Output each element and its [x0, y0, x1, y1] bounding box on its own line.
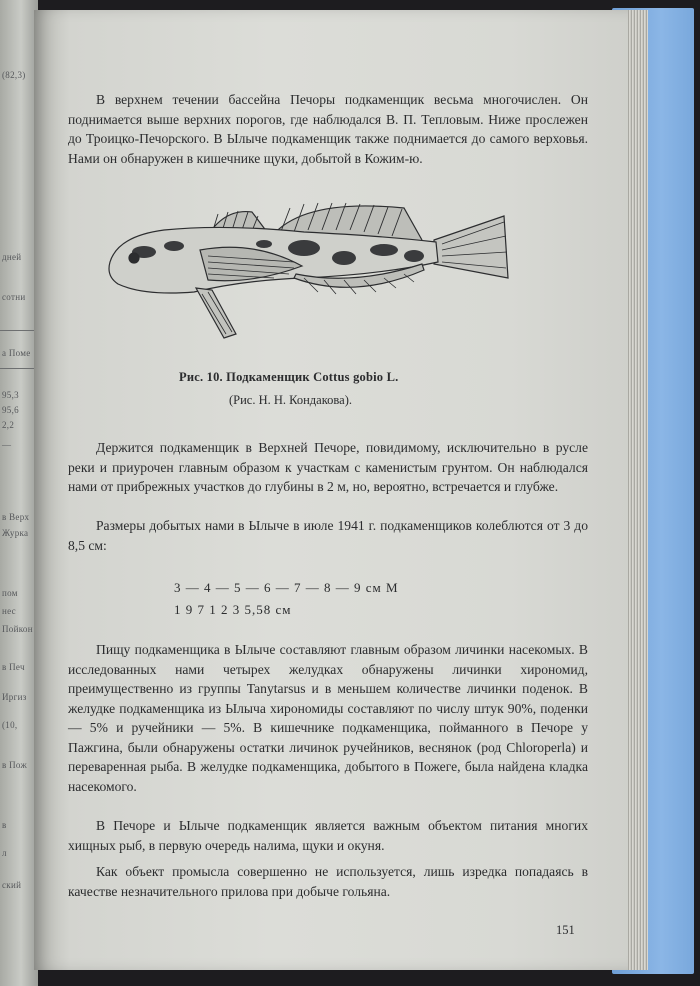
left-fragment: сотни: [2, 292, 26, 302]
pelvic-fin: [196, 288, 236, 338]
left-rule: [0, 330, 36, 331]
left-fragment: в Печ: [2, 662, 25, 672]
left-fragment: Иргиз: [2, 692, 27, 702]
size-counts-row: 1 9 7 1 2 3 5,58 см: [174, 602, 292, 617]
left-fragment: нес: [2, 606, 16, 616]
paragraph-intro: В верхнем течении бассейна Печоры подкаменщик весьма многочислен. Он поднимается выше верхних порогов, где наблюдался В. П. Тепловым. Ниже прослежен до Троицко-Печорского. В Ылыче подкаменщик также поднимается до самого верховья. Нами он обнаружен в кишечнике щуки, добытой в Кожим-ю.: [68, 92, 588, 166]
left-fragment: пом: [2, 588, 18, 598]
paragraph-sizes: Размеры добытых нами в Ылыче в июле 1941 г. подкаменщиков колеблются от 3 до 8,5 см:: [68, 518, 588, 553]
left-fragment: Пойкон: [2, 624, 33, 634]
left-fragment: а Поме: [2, 348, 31, 358]
left-fragment: 95,6: [2, 405, 19, 415]
paragraph-fishery: Как объект промысла совершенно не используется, лишь изредка попадаясь в качестве незначительного прилова при добыче гольяна.: [68, 864, 588, 899]
size-classes-row: 3 — 4 — 5 — 6 — 7 — 8 — 9 см M: [174, 580, 399, 595]
paragraph-diet: Пищу подкаменщика в Ылыче составляют главным образом личинки насекомых. В исследованных нами четырех желудках обнаружены личинки хирономид, преимущественно из группы Tanytarsus и в меньшем количестве личинки поденок. В желудке подкаменщика из Ылыча хирономиды составляют по числу штук 90%, поденки — 5% и ручейники — 5%. В кишечнике подкаменщика, пойманного в Печоре у Пажгина, были обнаружены остатки личинок ручейников, веснянок (род Chloroperla) и переваренная рыба. В желудке подкаменщика, добытого в Пожеге, была найдена кладка насекомого.: [68, 642, 588, 794]
fish-eye: [129, 253, 139, 263]
left-fragment: дней: [2, 252, 22, 262]
paragraph-habitat: Держится подкаменщик в Верхней Печоре, повидимому, исключительно в русле реки и приурочен главным образом к участкам с каменистым грунтом. Он наблюдался нами от прибрежных участков до глубины в 2 м, но, вероятно, встречается и глубже.: [68, 440, 588, 494]
paragraph-predators: В Печоре и Ылыче подкаменщик является важным объектом питания многих хищных рыб, в первую очередь налима, щуки и окуня.: [68, 818, 588, 853]
left-fragment: в: [2, 820, 7, 830]
left-fragment: (10,: [2, 720, 18, 730]
left-fragment: в Пож: [2, 760, 27, 770]
left-fragment: 95,3: [2, 390, 19, 400]
left-fragment: ский: [2, 880, 22, 890]
left-rule: [0, 368, 36, 369]
left-fragment: 2,2: [2, 420, 15, 430]
page-number: 151: [556, 923, 575, 937]
figure-caption: Рис. 10. Подкаменщик Cottus gobio L.: [179, 370, 399, 384]
fish-illustration: [104, 200, 514, 350]
book-page: [34, 10, 628, 970]
figure-credit: (Рис. Н. Н. Кондакова).: [229, 393, 352, 407]
left-fragment: л: [2, 848, 7, 858]
left-page-fragment: [0, 0, 38, 986]
left-fragment: (82,3): [2, 70, 26, 80]
caudal-fin: [434, 216, 508, 278]
left-fragment: Журка: [2, 528, 29, 538]
left-fragment: в Верх: [2, 512, 30, 522]
left-fragment: —: [2, 440, 12, 450]
